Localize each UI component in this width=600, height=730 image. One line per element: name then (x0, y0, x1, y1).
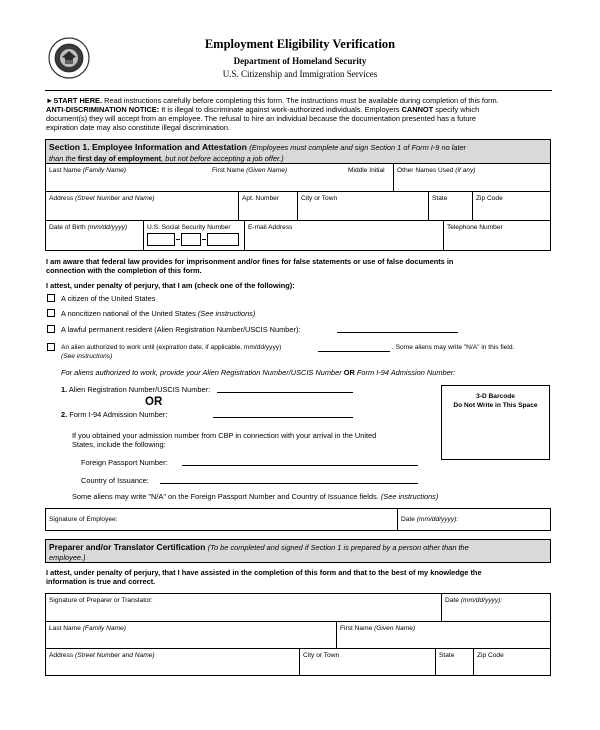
na-note: Some aliens may write "N/A" on the Foreign Passport Number and Country of Issuance fields. (See instructions) (72, 492, 439, 501)
form-title: Employment Eligibility Verification (204, 37, 396, 51)
cbp-text-2: States, include the following: (72, 440, 166, 449)
start-here-label: ►START HERE. (46, 96, 103, 105)
ssn-part-2[interactable] (181, 233, 201, 246)
preparer-address-field[interactable]: Address (Street Number and Name) (46, 649, 300, 675)
barcode-box (441, 385, 550, 460)
alien-reg-number-input[interactable] (217, 392, 353, 393)
alien-authorized-checkbox[interactable] (47, 343, 55, 351)
zip-field[interactable]: Zip Code (476, 195, 503, 202)
ssn-part-3[interactable] (207, 233, 239, 246)
i94-number-input[interactable] (213, 417, 353, 418)
noncitizen-national-checkbox[interactable] (47, 309, 55, 317)
alien-reg-label: 1. Alien Registration Number/USCIS Number: (61, 385, 211, 394)
section1-header: Section 1. Employee Information and Attestation (Employees must complete and sign Section 1 of Form I-9 no later than the first day of employment, but not before accepting a job offer.) (45, 139, 551, 164)
aware-text-1: I am aware that federal law provides for imprisonment and/or fines for false statements or use of false documents in (46, 257, 454, 266)
preparer-attest-1: I attest, under penalty of perjury, that I have assisted in the completion of this form and that to the best of my knowledge the (46, 568, 482, 577)
anti-discrimination-line-2: document(s) they will accept from an employee. The refusal to hire an individual because the documentation presented has a future (46, 114, 476, 123)
header-rule (45, 90, 552, 91)
barcode-note: Do Not Write in This Space (453, 402, 538, 409)
i94-label: 2. Form I-94 Admission Number: (61, 410, 168, 419)
section1-title: Section 1. Employee Information and Attestation (49, 142, 247, 152)
permanent-resident-label: A lawful permanent resident (Alien Registration Number/USCIS Number): (61, 325, 301, 334)
or-separator: OR (145, 396, 163, 408)
first-name-field[interactable]: First Name (Given Name) (212, 167, 288, 174)
passport-number-input[interactable] (182, 465, 418, 466)
barcode-title: 3-D Barcode (476, 393, 515, 400)
middle-initial-field[interactable]: Middle Initial (348, 167, 385, 174)
anti-discrimination-line: ANTI-DISCRIMINATION NOTICE: It is illegal to discriminate against work-authorized individuals. Employers CANNOT specify which (46, 105, 480, 114)
anti-discrimination-line-3: expiration date may also constitute illegal discrimination. (46, 123, 231, 132)
address-field[interactable]: Address (Street Number and Name) (46, 192, 239, 220)
last-name-field[interactable]: Last Name (Family Name) (49, 167, 126, 174)
citizen-checkbox[interactable] (47, 294, 55, 302)
email-field[interactable]: E-mail Address (245, 221, 444, 250)
employee-signature-row (45, 508, 551, 531)
start-here-text: Read instructions carefully before completing this form. The instructions must be available during completion of this form. (104, 96, 499, 105)
preparer-date-field[interactable]: Date (mm/dd/yyyy): (445, 597, 503, 604)
agency-name: U.S. Citizenship and Immigration Services (222, 69, 378, 79)
preparer-signature-field[interactable]: Signature of Preparer or Translator: (46, 594, 442, 621)
country-label: Country of Issuance: (81, 476, 149, 485)
aliens-provide-text: For aliens authorized to work, provide your Alien Registration Number/USCIS Number OR Form I-94 Admission Number: (61, 368, 456, 377)
aware-text-2: connection with the completion of this form. (46, 266, 202, 275)
permanent-resident-checkbox[interactable] (47, 325, 55, 333)
citizen-label: A citizen of the United States (61, 294, 156, 303)
perjury-text: I attest, under penalty of perjury, that I am (check one of the following): (46, 281, 295, 290)
ssn-field[interactable]: U.S. Social Security Number (144, 221, 245, 250)
cbp-text-1: If you obtained your admission number from CBP in connection with your arrival in the United (72, 431, 377, 440)
state-field[interactable]: State (429, 192, 473, 220)
dob-field[interactable]: Date of Birth (mm/dd/yyyy) (46, 221, 144, 250)
preparer-first-name-field[interactable]: First Name (Given Name) (340, 625, 416, 632)
other-names-field[interactable]: Other Names Used (if any) (397, 167, 476, 174)
ssn-part-1[interactable] (147, 233, 175, 246)
alien-authorized-label: An alien authorized to work until (expiration date, if applicable, mm/dd/yyyy) (61, 344, 282, 351)
employee-date-field[interactable]: Date (mm/dd/yyyy): (401, 516, 459, 523)
alien-na-note: . Some aliens may write "N/A" in this field. (392, 344, 515, 351)
start-here-line (46, 96, 499, 105)
preparer-attest-2: information is true and correct. (46, 577, 156, 586)
department-name: Department of Homeland Security (233, 56, 367, 66)
noncitizen-national-label: A noncitizen national of the United States (See instructions) (61, 309, 256, 318)
preparer-city-field[interactable]: City or Town (300, 649, 436, 675)
employee-signature-field[interactable]: Signature of Employee: (46, 509, 398, 530)
country-input[interactable] (160, 483, 418, 484)
section1-grid (45, 164, 551, 251)
preparer-header: Preparer and/or Translator Certification (To be completed and signed if Section 1 is prepared by a person other than the employee.) (45, 539, 551, 563)
apt-number-field[interactable]: Apt. Number (239, 192, 298, 220)
preparer-zip-field[interactable]: Zip Code (477, 652, 504, 659)
alien-see-instructions: (See instructions) (61, 353, 113, 360)
preparer-state-field[interactable]: State (436, 649, 474, 675)
preparer-grid (45, 593, 551, 676)
preparer-title: Preparer and/or Translator Certification (49, 542, 206, 552)
city-field[interactable]: City or Town (298, 192, 429, 220)
passport-label: Foreign Passport Number: (81, 458, 168, 467)
expiration-date-input[interactable] (318, 351, 390, 352)
preparer-last-name-field[interactable]: Last Name (Family Name) (46, 622, 337, 648)
phone-field[interactable]: Telephone Number (447, 224, 503, 231)
permanent-resident-number-input[interactable] (337, 332, 458, 333)
